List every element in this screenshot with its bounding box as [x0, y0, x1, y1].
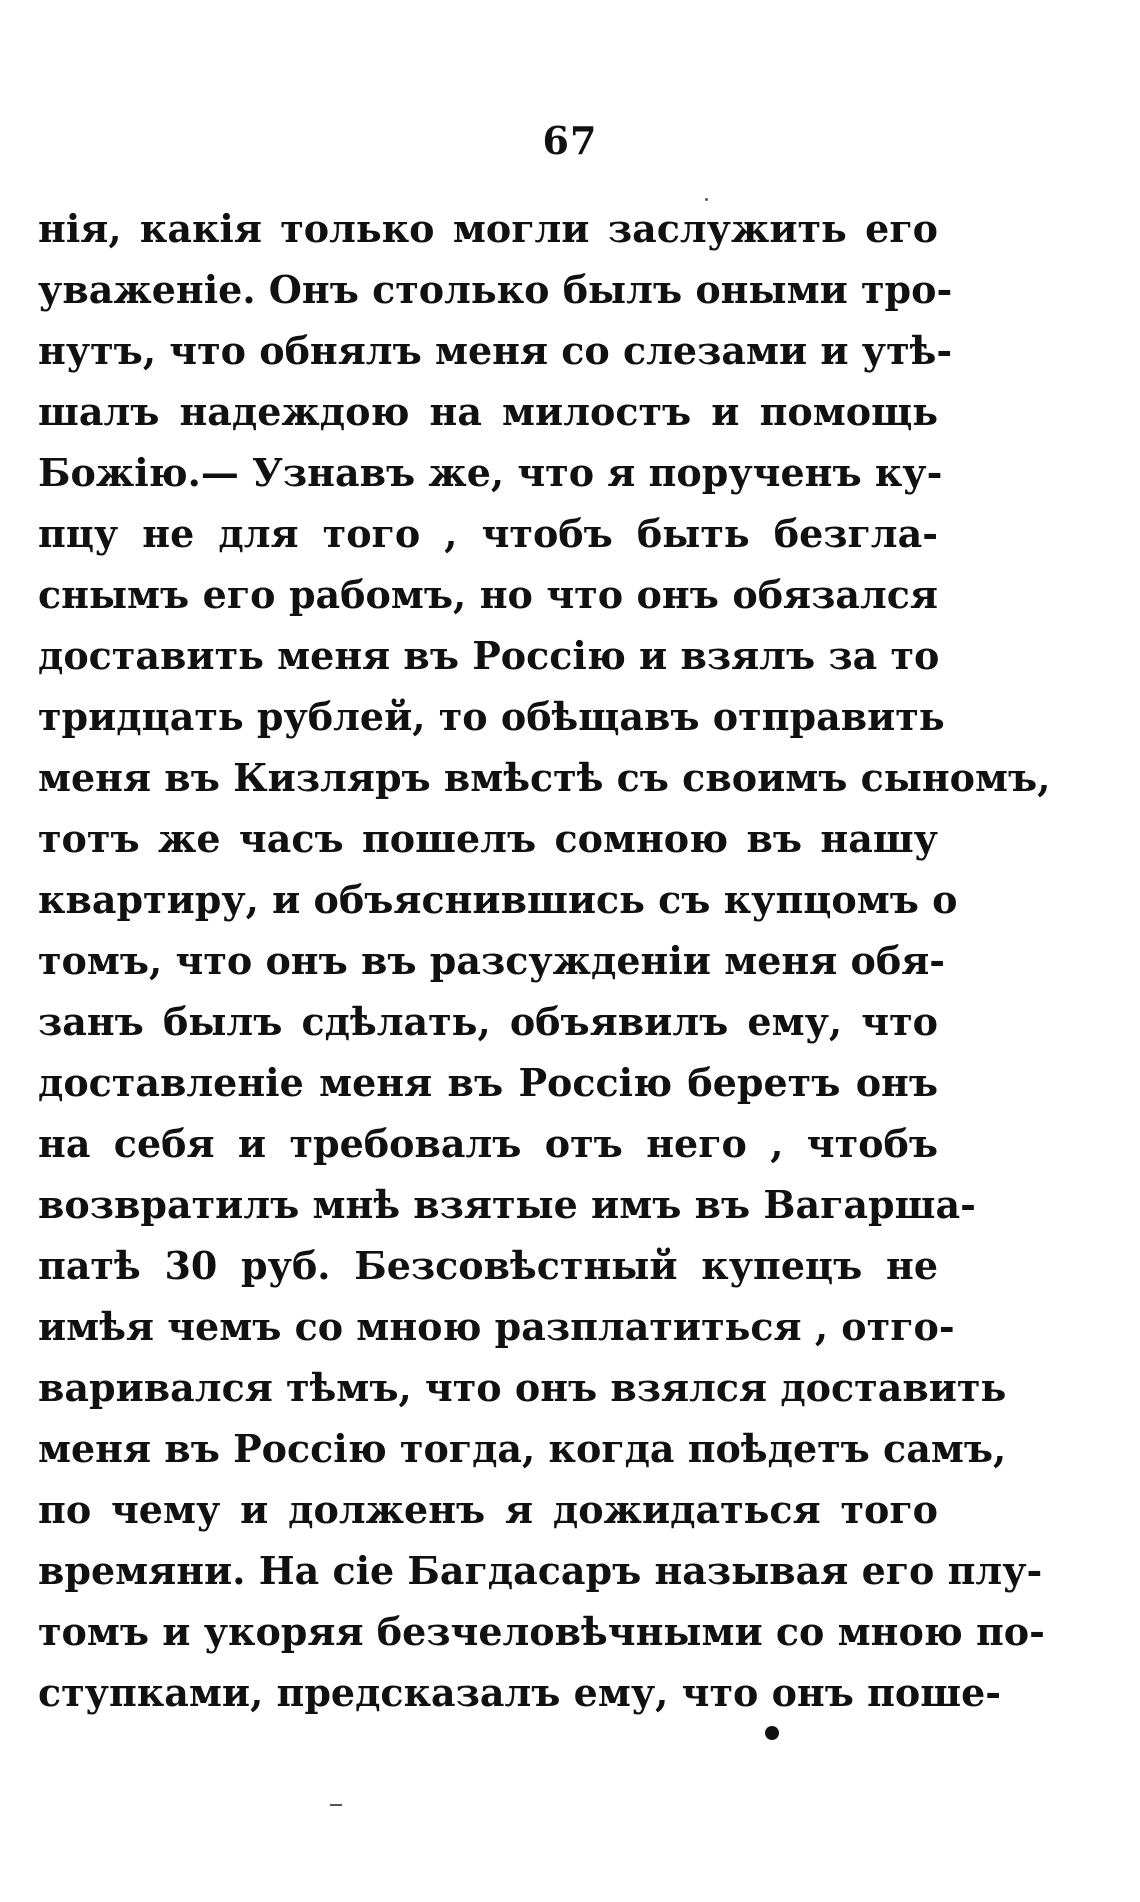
- text-line: на себя и требовалъ отъ него , чтобъ: [38, 1121, 938, 1166]
- text-line: тотъ же часъ пошелъ сомною въ нашу: [38, 816, 938, 861]
- text-line: патѣ 30 руб. Безсовѣстный купецъ не: [38, 1243, 938, 1288]
- text-line: нія, какія только могли заслужить его: [38, 206, 938, 251]
- body-text: [38, 198, 1051, 1723]
- text-line: меня въ Кизляръ вмѣстѣ съ своимъ сыномъ,: [38, 755, 1051, 800]
- text-line: шалъ надеждою на милостъ и помощь: [38, 389, 938, 434]
- text-line: возвратилъ мнѣ взятые имъ въ Вагарша-: [38, 1182, 976, 1227]
- text-line: уваженіе. Онъ столько былъ оными тро-: [38, 267, 953, 312]
- print-speck: [330, 1804, 342, 1806]
- text-line: имѣя чемъ со мною разплатиться , отго-: [38, 1304, 955, 1349]
- text-line: Божію.— Узнавъ же, что я порученъ ку-: [38, 450, 943, 495]
- text-line: меня въ Россію тогда, когда поѣдетъ самъ,: [38, 1426, 1007, 1471]
- bullet-mark: [765, 1726, 779, 1740]
- text-line: томъ и укоряя безчеловѣчными со мною по-: [38, 1609, 1045, 1654]
- text-line: по чему и долженъ я дожидаться того: [38, 1487, 938, 1532]
- text-line: нутъ, что обнялъ меня со слезами и утѣ-: [38, 328, 953, 373]
- text-line: варивался тѣмъ, что онъ взялся доставить: [38, 1365, 1007, 1410]
- text-line: занъ былъ сдѣлать, объявилъ ему, что: [38, 999, 938, 1044]
- text-line: ступками, предсказалъ ему, что онъ поше-: [38, 1670, 1002, 1715]
- text-line: пцу не для того , чтобъ быть безгла-: [38, 511, 938, 556]
- text-line: снымъ его рабомъ, но что онъ обязался: [38, 572, 938, 617]
- text-line: тридцать рублей, то обѣщавъ отправить: [38, 694, 945, 739]
- print-speck: [705, 198, 708, 201]
- text-line: доставить меня въ Россію и взялъ за то: [38, 633, 940, 678]
- text-line: доставленіе меня въ Россію беретъ онъ: [38, 1060, 938, 1105]
- page-number: 67: [542, 118, 598, 163]
- text-line: времяни. На сіе Багдасаръ называя его плу-: [38, 1548, 1043, 1593]
- text-line: квартиру, и объяснившись съ купцомъ о: [38, 877, 958, 922]
- text-line: томъ, что онъ въ разсужденіи меня обя-: [38, 938, 946, 983]
